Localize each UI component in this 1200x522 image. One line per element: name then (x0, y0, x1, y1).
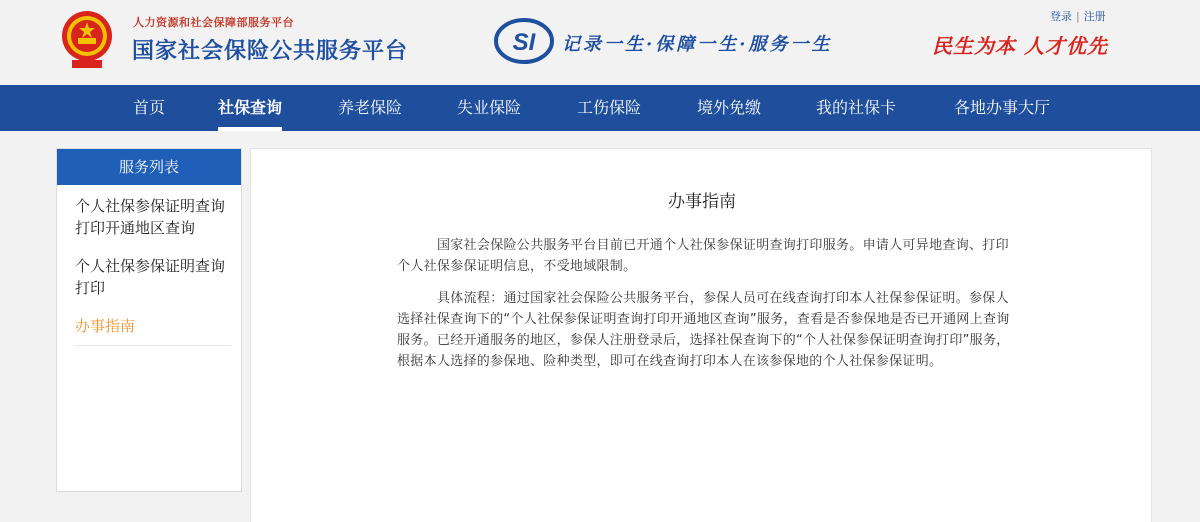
nav-item-work-injury[interactable]: 工伤保险 (577, 98, 642, 117)
nav-item-my-card[interactable]: 我的社保卡 (816, 98, 897, 117)
nav-item-local-halls[interactable]: 各地办事大厅 (954, 98, 1051, 117)
org-subtitle: 人力资源和社会保障部服务平台 (133, 16, 294, 29)
guide-paragraph: 国家社会保险公共服务平台目前已开通个人社保参保证明查询打印服务。申请人可异地查询、打印个人社保参保证明信息，不受地域限制。 (397, 238, 1009, 274)
guide-paragraph: 具体流程：通过国家社会保险公共服务平台，参保人员可在线查询打印本人社保参保证明。参保人选择社保查询下的“个人社保参保证明查询打印开通地区查询”服务，查看是否参保地是否已开通网上查询服务。已经开通服务的地区，参保人注册登录后，选择社保查询下的“个人社保参保证明查询打印”服务，根据本人选择的参保地、险种类型，即可在线查询打印本人在该参保地的个人社保参保证明。 (397, 291, 1010, 369)
login-link[interactable]: 登录 (1050, 10, 1072, 23)
svg-text:SI: SI (512, 29, 536, 56)
sidebar-item-guide[interactable]: 办事指南 (75, 307, 231, 346)
site-header (0, 0, 1200, 85)
nav-item-overseas-exemption[interactable]: 境外免缴 (697, 98, 762, 117)
divider: | (1076, 10, 1080, 23)
slogan: 记录一生·保障一生·服务一生 (562, 34, 833, 55)
sidebar-item-open-area-query[interactable]: 个人社保参保证明查询打印开通地区查询 (75, 197, 226, 237)
motto: 民生为本 人才优先 (932, 34, 1108, 58)
sidebar-title: 服务列表 (57, 149, 241, 185)
service-sidebar (56, 148, 242, 492)
sidebar-item-certificate-print[interactable]: 个人社保参保证明查询打印 (75, 257, 226, 297)
nav-item-home[interactable]: 首页 (133, 98, 166, 117)
auth-links (1050, 8, 1106, 24)
si-logo-icon (494, 16, 554, 66)
sidebar-list (57, 185, 241, 346)
register-link[interactable]: 注册 (1083, 10, 1106, 23)
national-emblem-icon (58, 8, 116, 72)
content-panel (250, 148, 1152, 522)
nav-item-unemployment[interactable]: 失业保险 (457, 98, 522, 117)
page-title: 办事指南 (668, 192, 736, 212)
nav-item-social-security-query[interactable]: 社保查询 (218, 85, 282, 131)
main-nav (0, 85, 1200, 131)
nav-item-pension[interactable]: 养老保险 (338, 98, 403, 117)
site-title[interactable]: 国家社会保险公共服务平台 (132, 39, 409, 64)
